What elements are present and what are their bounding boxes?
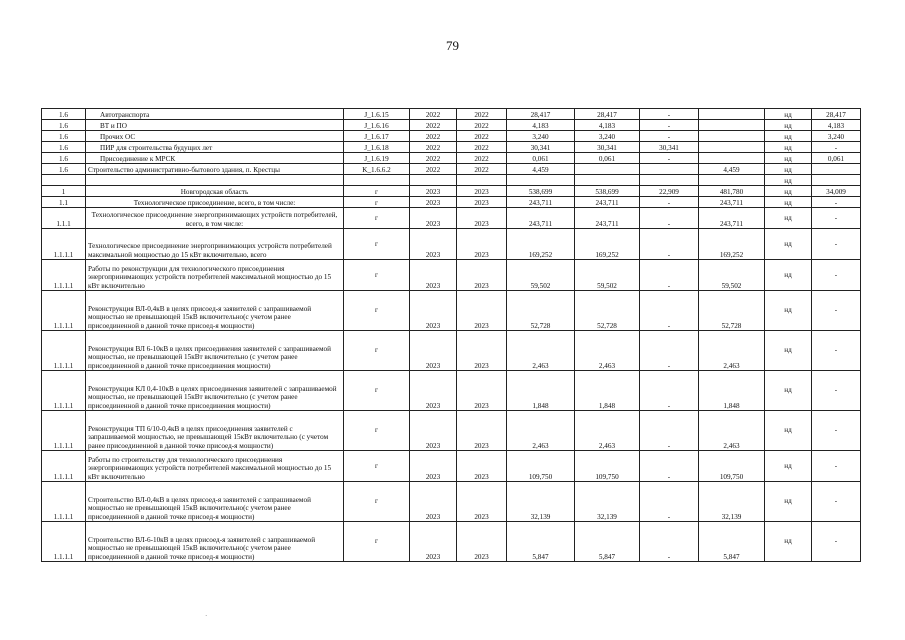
row-value-total: 4,183: [507, 120, 575, 131]
row-value-c: [699, 153, 765, 164]
row-value-total: 1,848: [507, 371, 575, 411]
row-year-start: 2022: [410, 164, 457, 175]
row-value-total: 0,061: [507, 153, 575, 164]
row-value-a: 243,711: [575, 197, 640, 208]
row-code: г: [344, 482, 410, 522]
row-value-d: -: [812, 371, 861, 411]
row-value-d: -: [812, 197, 861, 208]
row-flag: нд: [765, 186, 812, 197]
row-name: Присоединение к МРСК: [86, 153, 344, 164]
row-value-a: 2,463: [575, 331, 640, 371]
row-value-total: [507, 175, 575, 186]
table-row: [42, 153, 861, 164]
row-value-total: 3,240: [507, 131, 575, 142]
row-number: 1.1.1.1: [42, 411, 86, 451]
row-name: Работы по строительству для технологического присоединения энергопринимающих устройств потребителей максимальной мощностью до 15 кВт включительно: [86, 451, 344, 482]
table-row: [42, 331, 861, 371]
row-flag: нд: [765, 142, 812, 153]
row-name: Технологическое присоединение энергопринимающих устройств потребителей, всего, в том числе:: [86, 208, 344, 229]
table-row: [42, 120, 861, 131]
row-value-a: 109,750: [575, 451, 640, 482]
row-flag: нд: [765, 522, 812, 562]
row-value-a: [575, 175, 640, 186]
row-flag: нд: [765, 411, 812, 451]
row-flag: нд: [765, 131, 812, 142]
row-name: Технологическое присоединение энергопринимающих устройств потребителей максимальной мощностью до 15 кВт включительно, всего: [86, 229, 344, 260]
row-code: г: [344, 451, 410, 482]
row-value-b: -: [640, 291, 699, 331]
row-flag: нд: [765, 208, 812, 229]
row-value-total: 243,711: [507, 197, 575, 208]
row-value-d: -: [812, 142, 861, 153]
row-year-end: 2023: [457, 411, 507, 451]
row-name: Реконструкция ТП 6/10-0,4кВ в целях присоединения заявителей с запрашиваемой мощностью, не превышающей 15кВт включительно (с учетом ранее присоединенной в данной точке присоед-я мощности): [86, 411, 344, 451]
row-value-d: 0,061: [812, 153, 861, 164]
row-name: Работы по реконструкции для технологического присоединения энергопринимающих устройств потребителей максимальной мощностью до 15 кВт включительно: [86, 260, 344, 291]
row-number: 1.1.1.1: [42, 331, 86, 371]
row-number: 1.1.1: [42, 208, 86, 229]
row-name: Реконструкция ВЛ 6-10кВ в целях присоединения заявителей с запрашиваемой мощностью, не превышающей 15кВт включительно (с учетом ранее присоединенной в данной точке присоединения мощности): [86, 331, 344, 371]
row-year-start: 2022: [410, 153, 457, 164]
row-year-start: 2023: [410, 522, 457, 562]
row-code: [344, 175, 410, 186]
row-number: 1.1.1.1: [42, 260, 86, 291]
table-row: [42, 142, 861, 153]
row-number: 1.1.1.1: [42, 291, 86, 331]
table-row: [42, 208, 861, 229]
row-value-a: 2,463: [575, 411, 640, 451]
row-number: 1.1.1.1: [42, 229, 86, 260]
row-number: 1.6: [42, 153, 86, 164]
row-value-total: 4,459: [507, 164, 575, 175]
row-value-b: -: [640, 411, 699, 451]
row-value-a: 538,699: [575, 186, 640, 197]
footer-mark: ·: [205, 612, 208, 620]
row-flag: нд: [765, 120, 812, 131]
row-year-start: 2023: [410, 451, 457, 482]
row-flag: нд: [765, 260, 812, 291]
row-value-total: 243,711: [507, 208, 575, 229]
row-number: 1.1.1.1: [42, 451, 86, 482]
row-code: г: [344, 371, 410, 411]
row-value-b: -: [640, 371, 699, 411]
row-number: 1.1.1.1: [42, 371, 86, 411]
row-value-d: 28,417: [812, 109, 861, 120]
row-value-c: 5,847: [699, 522, 765, 562]
row-value-b: -: [640, 197, 699, 208]
row-value-d: -: [812, 260, 861, 291]
row-name: Технологическое присоединение, всего, в том числе:: [86, 197, 344, 208]
row-value-total: 30,341: [507, 142, 575, 153]
row-year-end: 2023: [457, 522, 507, 562]
row-value-a: 59,502: [575, 260, 640, 291]
row-value-c: 1,848: [699, 371, 765, 411]
row-year-start: 2022: [410, 120, 457, 131]
row-value-b: -: [640, 131, 699, 142]
row-value-b: 22,909: [640, 186, 699, 197]
row-value-a: 4,183: [575, 120, 640, 131]
row-year-end: 2022: [457, 153, 507, 164]
row-year-start: 2022: [410, 142, 457, 153]
row-year-start: 2023: [410, 411, 457, 451]
row-year-start: 2023: [410, 197, 457, 208]
row-value-b: -: [640, 260, 699, 291]
table-row: [42, 197, 861, 208]
row-value-c: 243,711: [699, 208, 765, 229]
row-value-b: -: [640, 331, 699, 371]
row-name: Автотранспорта: [86, 109, 344, 120]
row-year-end: 2023: [457, 260, 507, 291]
row-value-a: 243,711: [575, 208, 640, 229]
row-value-c: 59,502: [699, 260, 765, 291]
row-value-total: 109,750: [507, 451, 575, 482]
row-value-b: -: [640, 120, 699, 131]
row-flag: нд: [765, 109, 812, 120]
table-row: [42, 131, 861, 142]
row-year-end: 2023: [457, 291, 507, 331]
row-value-b: -: [640, 522, 699, 562]
row-number: 1.6: [42, 109, 86, 120]
row-flag: нд: [765, 153, 812, 164]
row-code: г: [344, 229, 410, 260]
row-value-total: 538,699: [507, 186, 575, 197]
row-code: J_1.6.17: [344, 131, 410, 142]
row-year-end: 2022: [457, 109, 507, 120]
table-row: [42, 371, 861, 411]
row-value-d: 4,183: [812, 120, 861, 131]
table-row: [42, 522, 861, 562]
table-row: [42, 482, 861, 522]
row-value-a: 28,417: [575, 109, 640, 120]
row-value-d: -: [812, 208, 861, 229]
row-name: Строительство ВЛ-6-10кВ в целях присоед-я заявителей с запрашиваемой мощностью не превышающей 15кВ включительно(с учетом ранее присоединенной в данной точке присоед-я мощности): [86, 522, 344, 562]
row-value-total: 59,502: [507, 260, 575, 291]
row-value-b: -: [640, 153, 699, 164]
row-code: J_1.6.15: [344, 109, 410, 120]
row-year-start: 2023: [410, 186, 457, 197]
row-flag: нд: [765, 331, 812, 371]
page-number: 79: [446, 38, 459, 53]
row-value-a: [575, 164, 640, 175]
row-number: 1: [42, 186, 86, 197]
row-value-c: 2,463: [699, 411, 765, 451]
row-value-total: 32,139: [507, 482, 575, 522]
row-value-total: 52,728: [507, 291, 575, 331]
row-value-total: 169,252: [507, 229, 575, 260]
row-number: 1.6: [42, 131, 86, 142]
row-code: г: [344, 186, 410, 197]
row-year-end: 2023: [457, 482, 507, 522]
row-value-a: 32,139: [575, 482, 640, 522]
row-number: 1.6: [42, 142, 86, 153]
table-row: [42, 164, 861, 175]
row-value-b: -: [640, 208, 699, 229]
row-name: Реконструкция КЛ 0,4-10кВ в целях присоединения заявителей с запрашиваемой мощностью, не превышающей 15кВт включительно (с учетом ранее присоединенной в данной точке присоединения мощности): [86, 371, 344, 411]
row-value-c: 2,463: [699, 331, 765, 371]
row-value-c: [699, 175, 765, 186]
row-year-end: 2023: [457, 208, 507, 229]
row-name: Строительство ВЛ-0,4кВ в целях присоед-я заявителей с запрашиваемой мощностью не превышающей 15кВ включительно(с учетом ранее присоединенной в данной точке присоед-я мощности): [86, 482, 344, 522]
row-value-c: 481,780: [699, 186, 765, 197]
row-code: г: [344, 411, 410, 451]
row-year-end: [457, 175, 507, 186]
row-value-d: -: [812, 331, 861, 371]
row-value-b: -: [640, 451, 699, 482]
row-flag: нд: [765, 371, 812, 411]
row-year-start: 2023: [410, 291, 457, 331]
row-number: 1.1: [42, 197, 86, 208]
row-year-end: 2023: [457, 229, 507, 260]
row-value-a: 0,061: [575, 153, 640, 164]
row-code: J_1.6.19: [344, 153, 410, 164]
row-value-b: 30,341: [640, 142, 699, 153]
row-name: Прочих ОС: [86, 131, 344, 142]
row-flag: нд: [765, 291, 812, 331]
row-value-c: 32,139: [699, 482, 765, 522]
row-name: ПИР для строительства будущих лет: [86, 142, 344, 153]
table-row: [42, 291, 861, 331]
row-value-c: [699, 131, 765, 142]
row-value-c: 109,750: [699, 451, 765, 482]
row-value-d: -: [812, 411, 861, 451]
row-value-a: 169,252: [575, 229, 640, 260]
row-year-end: 2023: [457, 197, 507, 208]
row-code: J_1.6.16: [344, 120, 410, 131]
table-row: [42, 411, 861, 451]
row-year-end: 2023: [457, 371, 507, 411]
row-number: 1.6: [42, 120, 86, 131]
row-year-end: 2023: [457, 451, 507, 482]
row-flag: нд: [765, 229, 812, 260]
row-value-d: -: [812, 451, 861, 482]
table-row: [42, 186, 861, 197]
row-value-d: -: [812, 482, 861, 522]
row-code: г: [344, 208, 410, 229]
row-value-c: [699, 142, 765, 153]
row-year-start: 2023: [410, 260, 457, 291]
row-code: г: [344, 260, 410, 291]
row-value-c: 169,252: [699, 229, 765, 260]
row-code: г: [344, 197, 410, 208]
row-value-a: 1,848: [575, 371, 640, 411]
row-value-d: [812, 175, 861, 186]
table-row: [42, 260, 861, 291]
row-year-end: 2023: [457, 186, 507, 197]
row-flag: нд: [765, 482, 812, 522]
row-value-d: 3,240: [812, 131, 861, 142]
row-number: 1.1.1.1: [42, 482, 86, 522]
row-number: [42, 175, 86, 186]
row-number: 1.6: [42, 164, 86, 175]
row-value-b: -: [640, 229, 699, 260]
row-flag: нд: [765, 164, 812, 175]
row-year-start: 2023: [410, 331, 457, 371]
row-year-start: 2023: [410, 208, 457, 229]
row-value-a: 3,240: [575, 131, 640, 142]
row-flag: нд: [765, 451, 812, 482]
row-value-b: [640, 164, 699, 175]
row-year-start: 2023: [410, 229, 457, 260]
row-value-c: [699, 120, 765, 131]
row-flag: нд: [765, 175, 812, 186]
row-flag: нд: [765, 197, 812, 208]
row-value-b: -: [640, 482, 699, 522]
row-year-end: 2022: [457, 120, 507, 131]
row-year-start: 2022: [410, 131, 457, 142]
row-year-start: 2023: [410, 371, 457, 411]
row-year-end: 2022: [457, 131, 507, 142]
table-row: [42, 229, 861, 260]
row-value-d: -: [812, 522, 861, 562]
table-row: [42, 109, 861, 120]
row-value-d: [812, 164, 861, 175]
row-value-total: 28,417: [507, 109, 575, 120]
row-year-start: 2022: [410, 109, 457, 120]
row-year-end: 2022: [457, 142, 507, 153]
row-value-c: 243,711: [699, 197, 765, 208]
row-name: Новгородская область: [86, 186, 344, 197]
row-value-d: 34,009: [812, 186, 861, 197]
row-name: [86, 175, 344, 186]
investment-table: [41, 108, 861, 562]
row-number: 1.1.1.1: [42, 522, 86, 562]
row-name: ВТ и ПО: [86, 120, 344, 131]
row-value-total: 5,847: [507, 522, 575, 562]
row-name: Строительство административно-бытового здания, п. Крестцы: [86, 164, 344, 175]
row-code: г: [344, 291, 410, 331]
row-value-c: [699, 109, 765, 120]
row-value-total: 2,463: [507, 411, 575, 451]
row-value-a: 30,341: [575, 142, 640, 153]
row-value-b: [640, 175, 699, 186]
row-code: г: [344, 331, 410, 371]
row-value-c: 4,459: [699, 164, 765, 175]
row-value-b: -: [640, 109, 699, 120]
row-value-d: -: [812, 291, 861, 331]
row-code: K_1.6.6.2: [344, 164, 410, 175]
row-year-start: [410, 175, 457, 186]
row-code: J_1.6.18: [344, 142, 410, 153]
row-value-a: 52,728: [575, 291, 640, 331]
row-value-total: 2,463: [507, 331, 575, 371]
row-code: г: [344, 522, 410, 562]
row-name: Реконструкция ВЛ-0,4кВ в целях присоед-я заявителей с запрашиваемой мощностью не превышающей 15кВ включительно(с учетом ранее присоединенной в данной точке присоед-я мощности): [86, 291, 344, 331]
table-row: [42, 175, 861, 186]
row-year-end: 2022: [457, 164, 507, 175]
table-row: [42, 451, 861, 482]
row-value-a: 5,847: [575, 522, 640, 562]
row-year-end: 2023: [457, 331, 507, 371]
row-value-d: -: [812, 229, 861, 260]
row-value-c: 52,728: [699, 291, 765, 331]
row-year-start: 2023: [410, 482, 457, 522]
